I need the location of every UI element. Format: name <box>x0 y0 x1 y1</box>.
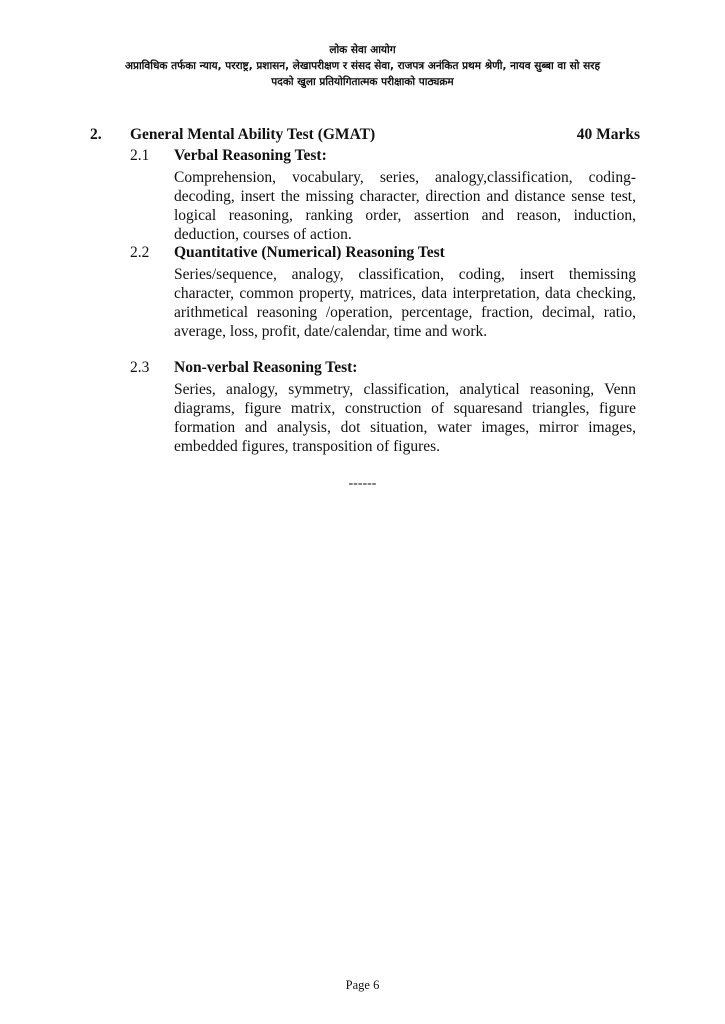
subsection-title: Verbal Reasoning Test: <box>174 147 327 164</box>
page-header <box>60 42 665 90</box>
subsection-body: Series, analogy, symmetry, classification, analytical reasoning, Venn diagrams, figure matrix, construction of squaresand triangles, figure formation and analysis, dot situation, water images, mirror images, embedded figures, transposition of figures. <box>174 381 636 455</box>
subsection-title: Non-verbal Reasoning Test: <box>174 359 358 376</box>
header-service-line: अप्राविधिक तर्फका न्याय, परराष्ट्र, प्रशासन, लेखापरीक्षण र संसद सेवा, राजपत्र अनंकित प्रथम श्रेणी, नायव सुब्बा वा सो सरह <box>124 60 601 72</box>
page-number: Page 6 <box>345 978 380 992</box>
end-separator: ------ <box>348 476 377 491</box>
section-title: General Mental Ability Test (GMAT) <box>130 126 376 143</box>
section-number: 2. <box>90 126 102 143</box>
subsection-title: Quantitative (Numerical) Reasoning Test <box>174 244 445 261</box>
header-org-name: लोक सेवा आयोग <box>329 44 396 56</box>
section-marks: 40 Marks <box>576 126 640 143</box>
subsection-body: Series/sequence, analogy, classification, coding, insert themissing character, common property, matrices, data interpretation, data checking, arithmetical reasoning /operation, percentage, fraction, decimal, ratio, average, loss, profit, date/calendar, time and work. <box>174 266 636 340</box>
subsection-body: Comprehension, vocabulary, series, analogy,classification, coding-decoding, insert the missing character, direction and distance sense test, logical reasoning, ranking order, assertion and reason, induction, deduction, courses of action. <box>174 169 636 243</box>
header-syllabus-line: पदको खुला प्रतियोगितात्मक परीक्षाको पाठ्यक्रम <box>271 76 454 88</box>
subsection-number: 2.3 <box>130 359 150 376</box>
subsection-number: 2.1 <box>130 147 150 164</box>
subsection-number: 2.2 <box>130 244 150 261</box>
section-heading <box>90 126 640 146</box>
